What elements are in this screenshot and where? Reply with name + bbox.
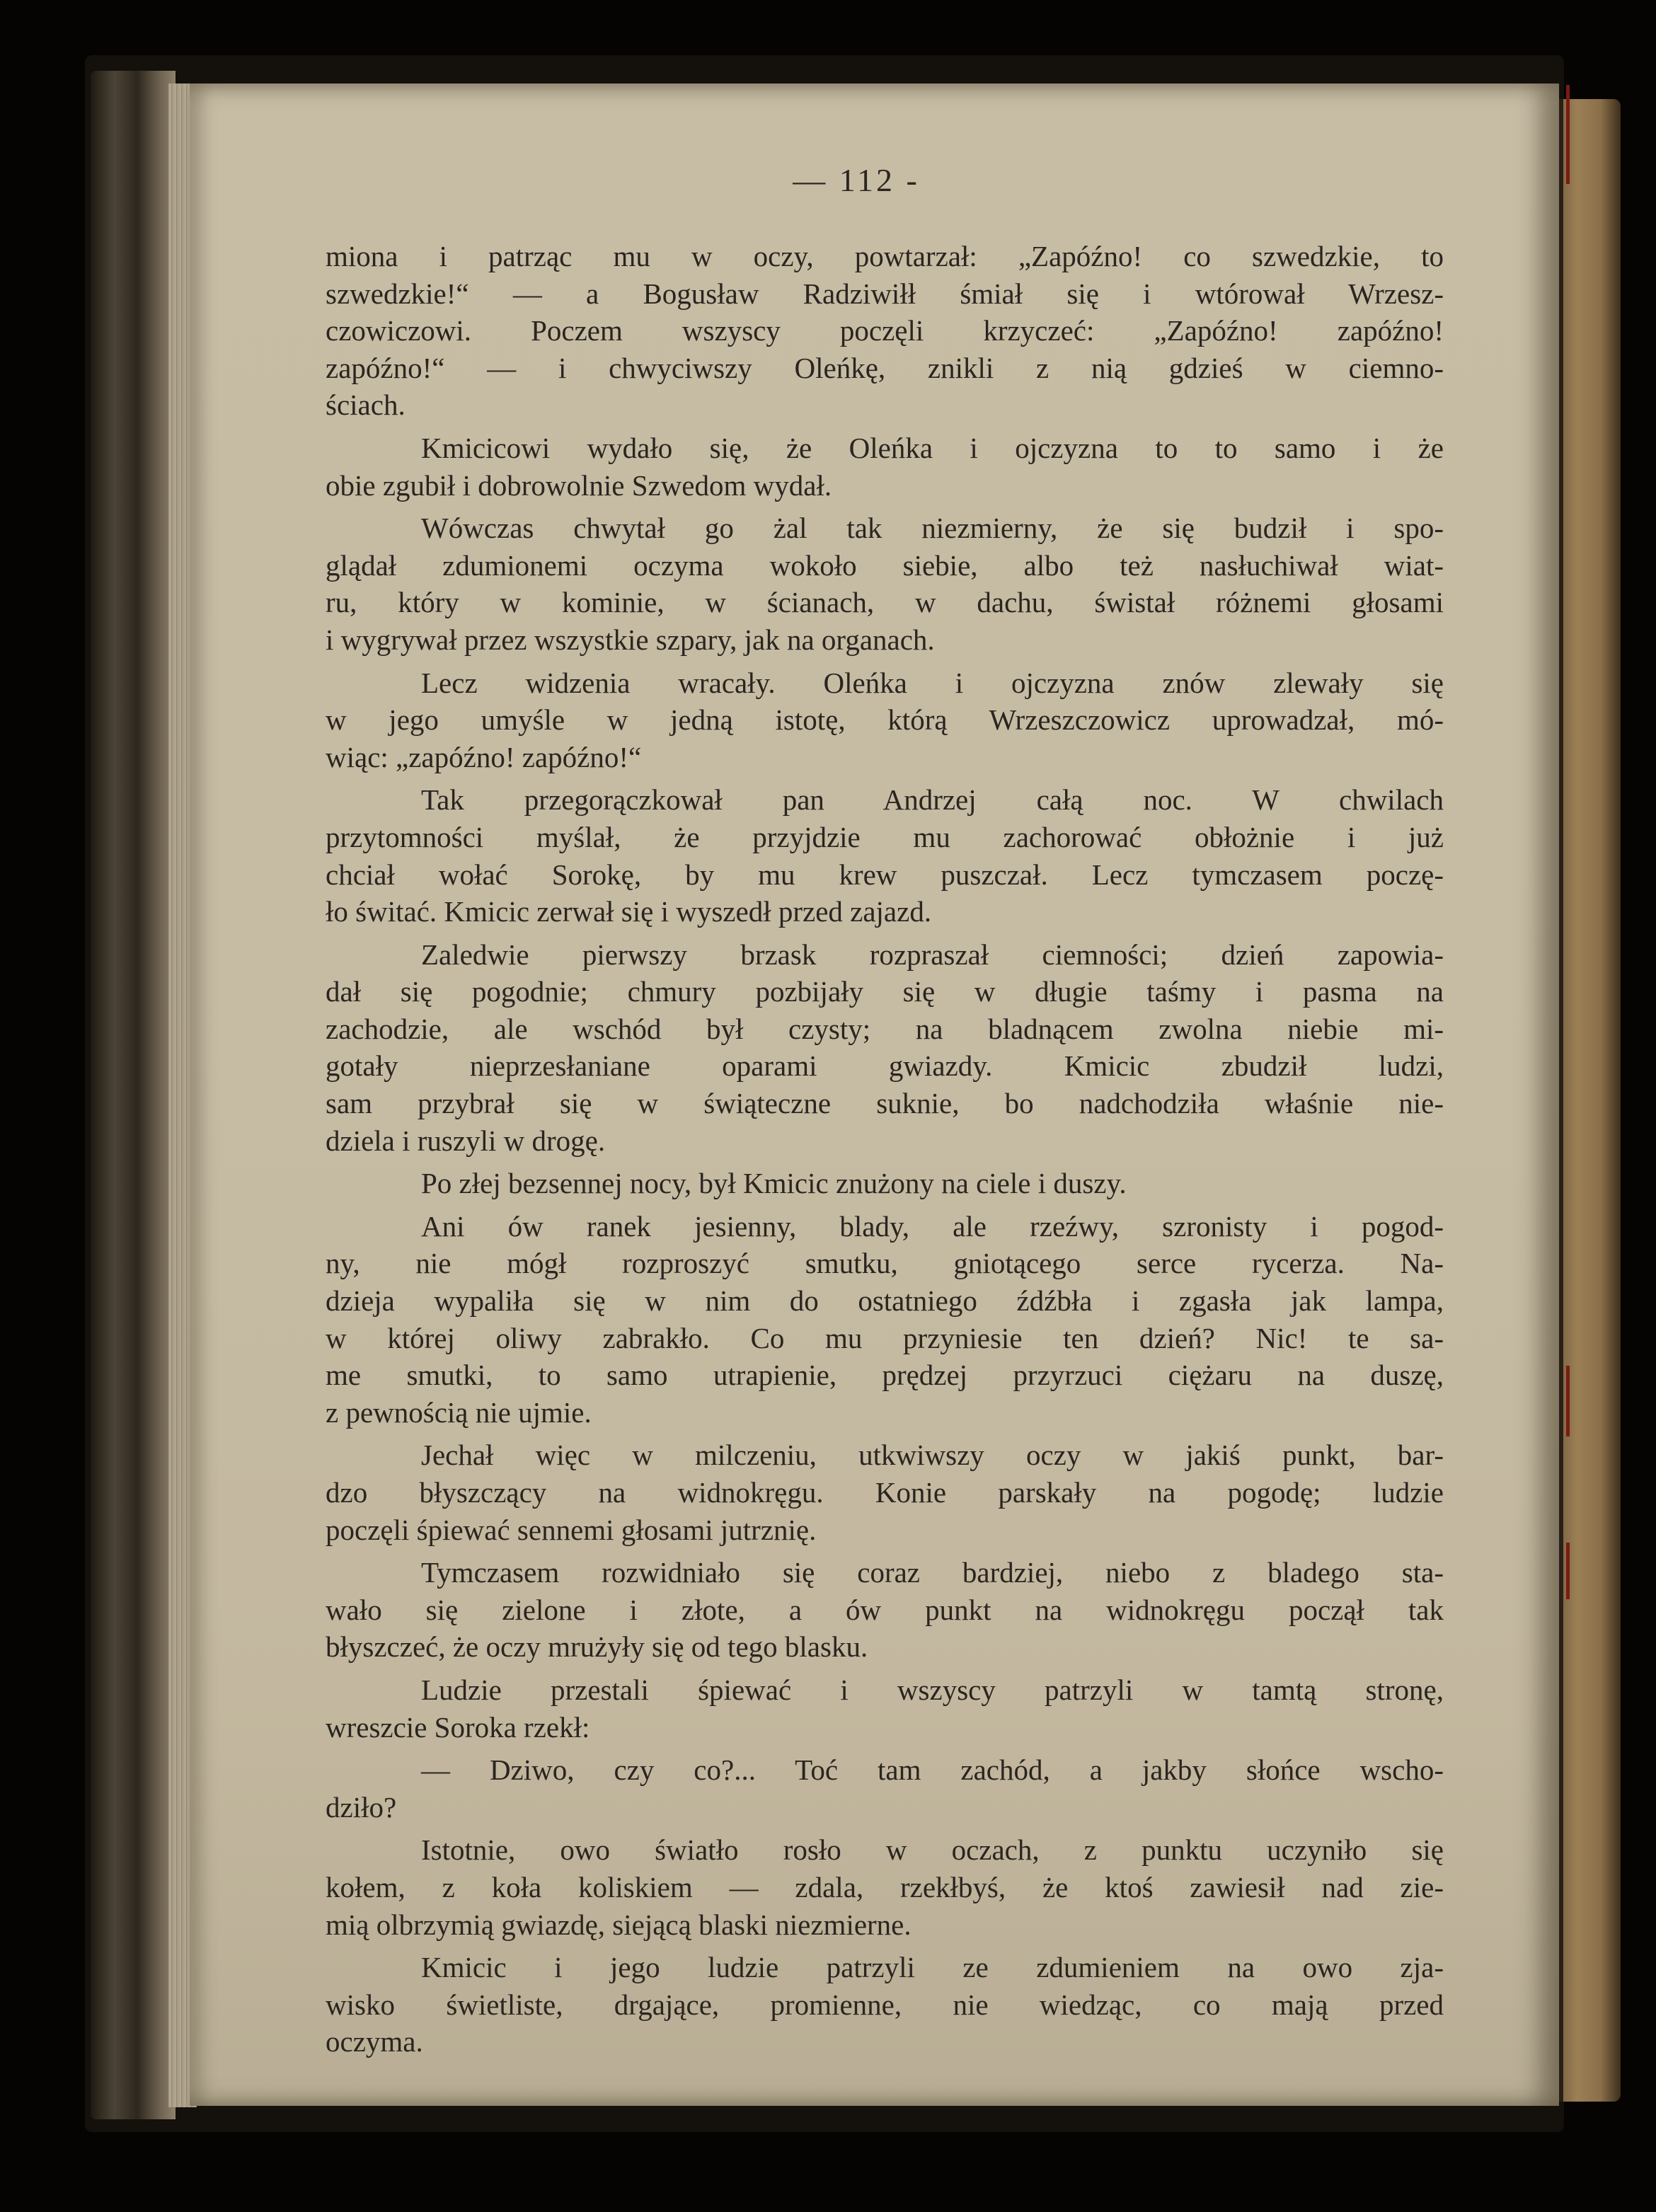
text-line: oczyma.	[326, 2025, 423, 2058]
paragraph	[326, 509, 1444, 658]
text-line: gotały nieprzesłaniane oparami gwiazdy. Kmicic zbudził ludzi,	[326, 1049, 1444, 1083]
paragraph	[326, 664, 1444, 776]
text-line: Tymczasem rozwidniało się coraz bardziej, niebo z bladego sta-	[421, 1556, 1444, 1589]
text-line: ściach.	[326, 388, 406, 422]
text-line: z pewnością nie ujmie.	[326, 1395, 592, 1429]
text-line: dziło?	[326, 1790, 397, 1824]
text-line: dziela i ruszyli w drogę.	[326, 1124, 606, 1157]
text-line: me smutki, to samo utrapienie, prędzej przyrzuci ciężaru na duszę,	[326, 1359, 1444, 1392]
text-line: wisko świetliste, drgające, promienne, nie wiedząc, co mają przed	[326, 1988, 1444, 2021]
paragraph	[326, 1949, 1444, 2061]
text-line: wało się zielone i złote, a ów punkt na widnokręgu począł tak	[326, 1593, 1444, 1626]
paragraph	[326, 1165, 1444, 1202]
book-spine	[91, 71, 176, 2119]
paragraph	[326, 1751, 1444, 1826]
text-line: chciał wołać Sorokę, by mu krew puszczał. Lecz tymczasem poczę-	[326, 858, 1444, 891]
text-line: kołem, z koła koliskiem — zdala, rzekłbyś, że ktoś zawiesił nad zie-	[326, 1870, 1444, 1903]
text-line: — Dziwo, czy co?... Toć tam zachód, a jakby słońce wscho-	[421, 1753, 1444, 1787]
paragraph	[326, 1671, 1444, 1746]
text-line: czowiczowi. Poczem wszyscy poczęli krzyczeć: „Zapóźno! zapóźno!	[326, 314, 1444, 347]
text-line: ru, który w kominie, w ścianach, w dachu, świstał różnemi głosami	[326, 586, 1444, 619]
text-line: Jechał więc w milczeniu, utkwiwszy oczy w jakiś punkt, bar-	[421, 1439, 1444, 1472]
text-line: dał się pogodnie; chmury pozbijały się w długie taśmy i pasma na	[326, 975, 1444, 1008]
paragraph	[326, 936, 1444, 1160]
text-line: Istotnie, owo światło rosło w oczach, z punktu uczyniło się	[421, 1833, 1444, 1867]
text-line: Po złej bezsennej nocy, był Kmicic znużony na ciele i duszy.	[421, 1167, 1127, 1200]
text-line: zachodzie, ale wschód był czysty; na bladnącem zwolna niebie mi-	[326, 1012, 1444, 1045]
page-edge-mark	[1566, 85, 1570, 184]
paragraph	[326, 1436, 1444, 1548]
page-edge-mark	[1566, 1366, 1570, 1436]
text-line: obie zgubił i dobrowolnie Szwedom wydał.	[326, 468, 832, 502]
text-line: Kmicicowi wydało się, że Oleńka i ojczyzna to to samo i że	[421, 431, 1444, 464]
text-line: miona i patrząc mu w oczy, powtarzał: „Zapóźno! co szwedzkie, to	[326, 240, 1444, 272]
text-line: Kmicic i jego ludzie patrzyli ze zdumieniem na owo zja-	[421, 1951, 1444, 1984]
paragraph	[326, 781, 1444, 930]
page-edge-mark	[1566, 1543, 1570, 1599]
text-line: ny, nie mógł rozproszyć smutku, gniotącego serce rycerza. Na-	[326, 1247, 1444, 1280]
text-line: ło świtać. Kmicic zerwał się i wyszedł przed zajazd.	[326, 895, 932, 928]
text-line: w jego umyśle w jedną istotę, którą Wrzeszczowicz uprowadzał, mó-	[326, 703, 1444, 737]
text-line: glądał zdumionemi oczyma wokoło siebie, albo też nasłuchiwał wiat-	[326, 548, 1444, 582]
text-line: wiąc: „zapóźno! zapóźno!“	[326, 740, 642, 773]
page-number: — 112 -	[793, 162, 920, 198]
text-line: mią olbrzymią gwiazdę, siejącą blaski niezmierne.	[326, 1908, 912, 1941]
paragraph	[326, 430, 1444, 504]
paragraph	[326, 1831, 1444, 1943]
text-line: dzo błyszczący na widnokręgu. Konie parskały na pogodę; ludzie	[326, 1476, 1444, 1509]
text-line: sam przybrał się w świąteczne suknie, bo nadchodziła właśnie nie-	[326, 1087, 1444, 1120]
text-line: zapóźno!“ — i chwyciwszy Oleńkę, znikli z nią gdzieś w ciemno-	[326, 351, 1444, 384]
paragraph	[326, 1208, 1444, 1432]
paragraph	[326, 238, 1444, 424]
text-line: i wygrywał przez wszystkie szpary, jak na organach.	[326, 623, 935, 656]
text-line: wreszcie Soroka rzekł:	[326, 1710, 590, 1744]
text-line: błyszczeć, że oczy mrużyły się od tego blasku.	[326, 1630, 868, 1664]
text-line: Wówczas chwytał go żal tak niezmierny, że się budził i spo-	[421, 512, 1444, 545]
text-line: dzieja wypaliła się w nim do ostatniego źdźbła i zgasła jak lampa,	[326, 1284, 1444, 1318]
text-line: Zaledwie pierwszy brzask rozpraszał ciemności; dzień zapowia-	[421, 938, 1444, 971]
text-line: szwedzkie!“ — a Bogusław Radziwiłł śmiał się i wtórował Wrzesz-	[326, 277, 1444, 310]
text-line: w której oliwy zabrakło. Co mu przyniesie ten dzień? Nic! te sa-	[326, 1321, 1444, 1354]
text-line: Lecz widzenia wracały. Oleńka i ojczyzna znów zlewały się	[421, 666, 1444, 699]
text-line: poczęli śpiewać sennemi głosami jutrznię.	[326, 1513, 817, 1546]
text-line: Ludzie przestali śpiewać i wszyscy patrzyli w tamtą stronę,	[421, 1673, 1444, 1706]
page-text	[326, 238, 1444, 2061]
facing-page-edge	[1553, 99, 1621, 2102]
text-line: Ani ów ranek jesienny, blady, ale rzeźwy, szronisty i pogod-	[421, 1209, 1444, 1243]
text-line: przytomności myślał, że przyjdzie mu zachorować obłożnie i już	[326, 820, 1444, 853]
text-line: Tak przegorączkował pan Andrzej całą noc. W chwilach	[421, 783, 1444, 817]
paragraph	[326, 1554, 1444, 1666]
